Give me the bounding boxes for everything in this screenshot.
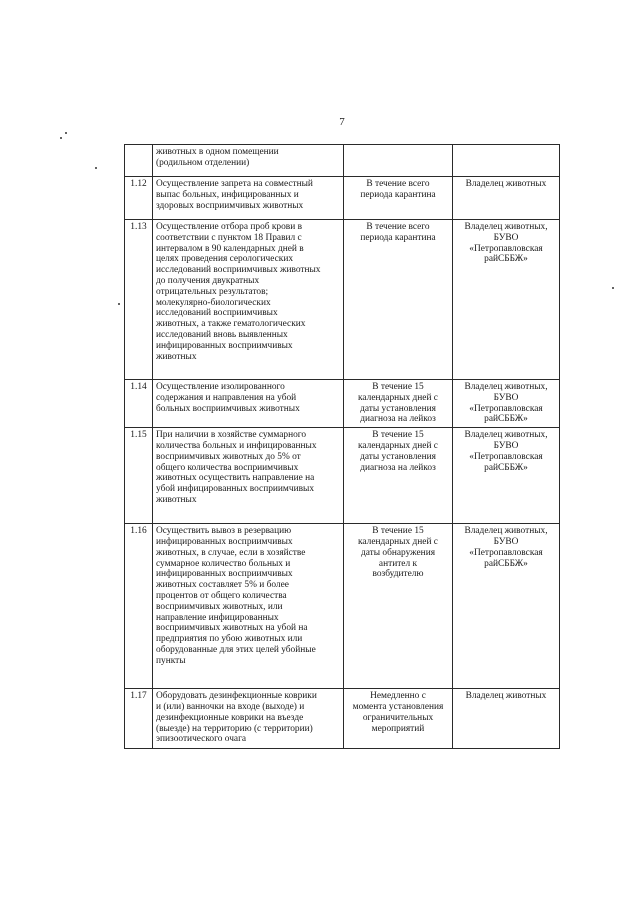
action-text-line: интервалом в 90 календарных дней в <box>156 243 304 254</box>
term-text-cell <box>344 524 453 689</box>
action-text-line: предприятия по убою животных или <box>156 634 303 645</box>
responsible-text-line: райСББЖ» <box>484 462 528 473</box>
term-text-line: возбудителю <box>372 569 424 580</box>
action-text-line: отрицательных результатов; <box>156 286 269 297</box>
responsible-text-line: БУВО <box>493 536 519 547</box>
action-text-line: исследований вновь выявленных <box>156 329 288 340</box>
table-row <box>125 524 560 689</box>
action-text-cell <box>153 428 344 524</box>
scan-speck <box>612 287 614 289</box>
table-row <box>125 145 560 177</box>
table-row <box>125 428 560 524</box>
action-text-line: направление инфицированных <box>156 612 279 623</box>
action-text-cell <box>153 380 344 428</box>
responsible-text-cell <box>453 524 560 689</box>
term-text-line: В течение всего <box>366 179 430 189</box>
term-text-line: даты установления <box>360 403 436 414</box>
action-text-line: эпизоотического очага <box>156 734 247 745</box>
responsible-text-line: БУВО <box>493 440 519 451</box>
scan-speck <box>60 137 62 139</box>
responsible-text-cell <box>453 220 560 380</box>
action-text-line: процентов от общего количества <box>156 590 287 601</box>
action-text-cell <box>153 177 344 220</box>
term-text-line: В течение всего <box>366 222 430 232</box>
term-text-line: периода карантина <box>360 232 436 243</box>
table-row <box>125 220 560 380</box>
action-text-line: исследований восприимчивых животных <box>156 265 321 276</box>
action-text-line: (родильном отделении) <box>156 157 250 168</box>
row-number: 1.12 <box>125 177 153 220</box>
term-text-line: В течение 15 <box>372 382 424 392</box>
action-text-line: животных <box>156 494 197 505</box>
action-text-cell <box>153 220 344 380</box>
action-text-line: инфицированных восприимчивых <box>156 536 293 547</box>
row-number: 1.17 <box>125 689 153 749</box>
table-row <box>125 380 560 428</box>
term-text-cell <box>344 380 453 428</box>
responsible-text-cell <box>453 177 560 220</box>
table-row <box>125 177 560 220</box>
action-text-line: целях проведения серологических <box>156 254 294 265</box>
row-number <box>125 145 153 177</box>
table-row <box>125 689 560 749</box>
action-text-line: восприимчивых животных до 5% от <box>156 451 301 462</box>
responsible-text-line: Владелец животных, <box>464 382 548 392</box>
responsible-text-line: БУВО <box>493 232 519 243</box>
action-text-line: животных, в случае, если в хозяйстве <box>156 547 306 558</box>
term-text-line: даты установления <box>360 451 436 462</box>
action-text-line: инфицированных восприимчивых <box>156 340 293 351</box>
responsible-text-line: райСББЖ» <box>484 254 528 265</box>
responsible-text-cell <box>453 689 560 749</box>
responsible-text-cell <box>453 428 560 524</box>
action-text-line: животных в одном помещении <box>156 147 279 157</box>
responsible-text-line: Владелец животных, <box>464 430 548 441</box>
responsible-text-line: «Петропавловская <box>469 547 543 558</box>
action-text-line: общего количества восприимчивых <box>156 462 299 473</box>
term-text-line: календарных дней с <box>358 536 438 547</box>
action-text-line: оборудованные для этих целей убойные <box>156 644 316 655</box>
term-text-cell <box>344 220 453 380</box>
action-text-line: молекулярно-биологических <box>156 297 271 308</box>
action-text-cell <box>153 145 344 177</box>
action-text-line: пункты <box>156 655 186 666</box>
term-text-cell <box>344 145 453 177</box>
term-text-line: диагноза на лейкоз <box>360 414 436 425</box>
action-text-line: Осуществление отбора проб крови в <box>156 222 303 232</box>
responsible-text-line: райСББЖ» <box>484 414 528 425</box>
action-text-line: убой инфицированных восприимчивых <box>156 484 315 495</box>
action-text-line: здоровых восприимчивых животных <box>156 200 304 211</box>
action-text-line: животных, а также гематологических <box>156 319 306 330</box>
responsible-text-line: БУВО <box>493 392 519 403</box>
term-text-line: ограничительных <box>362 712 434 723</box>
term-text-cell <box>344 177 453 220</box>
term-text-line: мероприятий <box>371 723 425 734</box>
action-text-line: дезинфекционные коврики на въезде <box>156 712 304 723</box>
row-number: 1.13 <box>125 220 153 380</box>
term-text-line: антител к <box>378 558 418 569</box>
action-text-line: Оборудовать дезинфекционные коврики <box>156 691 317 702</box>
term-text-line: даты обнаружения <box>360 547 436 558</box>
action-text-line: до получения двукратных <box>156 275 260 286</box>
term-text-line: В течение 15 <box>372 430 424 441</box>
action-text-line: восприимчивых животных на убой на <box>156 623 308 634</box>
action-text-cell <box>153 524 344 689</box>
action-text-line: выпас больных, инфицированных и <box>156 189 299 200</box>
action-text-line: животных <box>156 351 197 362</box>
action-text-line: Осуществление изолированного <box>156 382 285 392</box>
action-text-line: соответствии с пунктом 18 Правил с <box>156 232 302 243</box>
term-text-line: Немедленно с <box>370 691 426 702</box>
action-text-line: и (или) ванночки на входе (выходе) и <box>156 701 305 712</box>
action-text-line: При наличии в хозяйстве суммарного <box>156 430 307 441</box>
responsible-text-line: Владелец животных <box>465 691 547 702</box>
action-text-line: инфицированных восприимчивых <box>156 569 293 580</box>
action-text-line: исследований восприимчивых <box>156 308 278 319</box>
action-text-cell <box>153 689 344 749</box>
term-text-cell <box>344 428 453 524</box>
scan-speck <box>95 167 97 169</box>
action-text-line: восприимчивых животных, или <box>156 601 283 612</box>
responsible-text-line: Владелец животных, <box>464 526 548 537</box>
term-text-line: календарных дней с <box>358 440 438 451</box>
action-text-line: животных составляет 5% и более <box>156 580 289 591</box>
action-text-line: больных восприимчивых животных <box>156 403 300 414</box>
responsible-text-line: «Петропавловская <box>469 451 543 462</box>
action-text-line: животных осуществить направление на <box>156 473 315 484</box>
scan-speck <box>118 303 120 305</box>
responsible-text-line: Владелец животных <box>465 179 547 189</box>
action-text-line: суммарное количество больных и <box>156 558 291 569</box>
term-text-line: диагноза на лейкоз <box>360 462 436 473</box>
scan-speck <box>65 132 67 134</box>
action-text-line: Осуществление запрета на совместный <box>156 179 313 189</box>
term-text-cell <box>344 689 453 749</box>
responsible-text-line: райСББЖ» <box>484 558 528 569</box>
row-number: 1.14 <box>125 380 153 428</box>
row-number: 1.15 <box>125 428 153 524</box>
page-number: 7 <box>339 116 345 128</box>
action-text-line: количества больных и инфицированных <box>156 440 317 451</box>
responsible-text-cell <box>453 380 560 428</box>
responsible-text-line: «Петропавловская <box>469 243 543 254</box>
action-text-line: содержания и направления на убой <box>156 392 297 403</box>
measures-table <box>124 144 560 749</box>
responsible-text-line: Владелец животных, <box>464 222 548 232</box>
term-text-line: момента установления <box>352 701 444 712</box>
term-text-line: календарных дней с <box>358 392 438 403</box>
responsible-text-cell <box>453 145 560 177</box>
row-number: 1.16 <box>125 524 153 689</box>
term-text-line: периода карантина <box>360 189 436 200</box>
responsible-text-line: «Петропавловская <box>469 403 543 414</box>
action-text-line: (выезде) на территорию (с территории) <box>156 723 313 734</box>
term-text-line: В течение 15 <box>372 526 424 537</box>
action-text-line: Осуществить вывоз в резервацию <box>156 526 292 537</box>
